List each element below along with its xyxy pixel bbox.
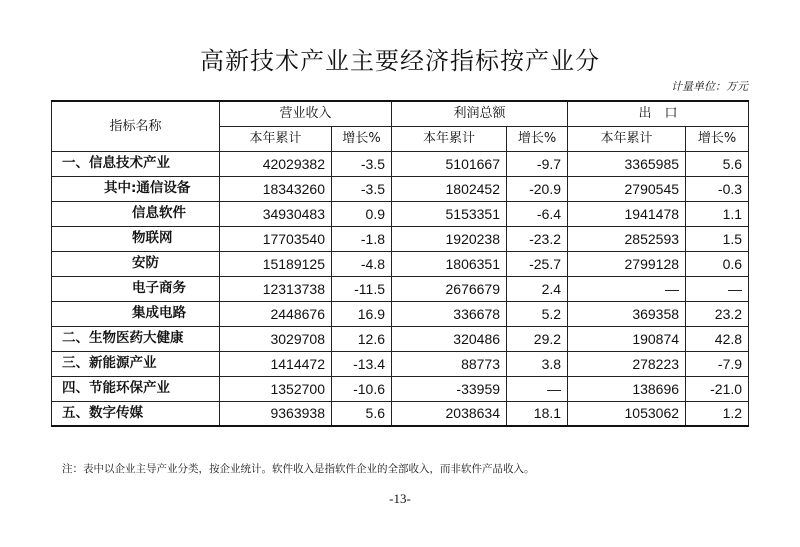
growth-value-cell: 2.4: [507, 276, 568, 301]
cumulative-value-cell: 1920238: [392, 226, 507, 251]
cumulative-value-cell: 1352700: [220, 376, 332, 401]
growth-value-cell: 42.8: [686, 326, 749, 351]
table-row: [52, 376, 749, 401]
cumulative-value-cell: 190874: [568, 326, 686, 351]
cumulative-value-cell: 320486: [392, 326, 507, 351]
growth-value-cell: -3.5: [332, 176, 392, 201]
growth-value-cell: -6.4: [507, 201, 568, 226]
growth-value-cell: -1.8: [332, 226, 392, 251]
growth-value-cell: 23.2: [686, 301, 749, 326]
table-row: [52, 351, 749, 376]
growth-value-cell: -3.5: [332, 151, 392, 176]
growth-value-cell: 1.2: [686, 401, 749, 426]
indicator-name-cell: 二、生物医药大健康: [52, 326, 220, 351]
growth-value-cell: 1.1: [686, 201, 749, 226]
cumulative-value-cell: 2799128: [568, 251, 686, 276]
indicator-name-cell: 电子商务: [52, 276, 220, 301]
growth-value-cell: 5.6: [332, 401, 392, 426]
table-row: [52, 301, 749, 326]
cumulative-value-cell: 2790545: [568, 176, 686, 201]
growth-value-cell: -21.0: [686, 376, 749, 401]
indicator-name-cell: 集成电路: [52, 301, 220, 326]
cumulative-value-cell: 1802452: [392, 176, 507, 201]
growth-value-cell: 18.1: [507, 401, 568, 426]
cumulative-value-cell: 9363938: [220, 401, 332, 426]
group-header-revenue: 营业收入: [220, 101, 392, 126]
table-row: [52, 401, 749, 426]
growth-value-cell: -4.8: [332, 251, 392, 276]
group-header-export: 出 口: [568, 101, 749, 126]
indicator-name-cell: 三、新能源产业: [52, 351, 220, 376]
table-row: [52, 276, 749, 301]
subheader-cell: 增长%: [686, 126, 749, 151]
growth-value-cell: -23.2: [507, 226, 568, 251]
cumulative-value-cell: 336678: [392, 301, 507, 326]
cumulative-value-cell: 2676679: [392, 276, 507, 301]
table-row: [52, 151, 749, 176]
cumulative-value-cell: 369358: [568, 301, 686, 326]
table-row: [52, 326, 749, 351]
page-title: 高新技术产业主要经济指标按产业分: [200, 47, 600, 75]
unit-label: 计量单位：万元: [671, 80, 748, 93]
growth-value-cell: 3.8: [507, 351, 568, 376]
growth-value-cell: -20.9: [507, 176, 568, 201]
cumulative-value-cell: 1806351: [392, 251, 507, 276]
growth-value-cell: 1.5: [686, 226, 749, 251]
cumulative-value-cell: 138696: [568, 376, 686, 401]
cumulative-value-cell: 34930483: [220, 201, 332, 226]
growth-value-cell: 12.6: [332, 326, 392, 351]
cumulative-value-cell: 278223: [568, 351, 686, 376]
table-row: [52, 226, 749, 251]
indicator-name-cell: 四、节能环保产业: [52, 376, 220, 401]
cumulative-value-cell: 42029382: [220, 151, 332, 176]
cumulative-value-cell: 1053062: [568, 401, 686, 426]
indicator-name-cell: 其中:通信设备: [52, 176, 220, 201]
growth-value-cell: 5.2: [507, 301, 568, 326]
cumulative-value-cell: -33959: [392, 376, 507, 401]
page-number: -13-: [389, 491, 411, 506]
growth-value-cell: 0.9: [332, 201, 392, 226]
cumulative-value-cell: 18343260: [220, 176, 332, 201]
group-header-profit: 利润总额: [392, 101, 568, 126]
indicator-table: [51, 100, 749, 427]
subheader-cell: 增长%: [507, 126, 568, 151]
growth-value-cell: —: [507, 376, 568, 401]
subheader-cell: 本年累计: [568, 126, 686, 151]
indicator-name-cell: 信息软件: [52, 201, 220, 226]
cumulative-value-cell: 2038634: [392, 401, 507, 426]
subheader-cell: 本年累计: [392, 126, 507, 151]
growth-value-cell: 0.6: [686, 251, 749, 276]
cumulative-value-cell: 1414472: [220, 351, 332, 376]
indicator-name-cell: 安防: [52, 251, 220, 276]
growth-value-cell: -10.6: [332, 376, 392, 401]
growth-value-cell: 29.2: [507, 326, 568, 351]
growth-value-cell: —: [686, 276, 749, 301]
cumulative-value-cell: 88773: [392, 351, 507, 376]
cumulative-value-cell: —: [568, 276, 686, 301]
growth-value-cell: -25.7: [507, 251, 568, 276]
indicator-name-cell: 一、信息技术产业: [52, 151, 220, 176]
row-header-cell: 指标名称: [52, 101, 220, 151]
growth-value-cell: -7.9: [686, 351, 749, 376]
indicator-name-cell: 物联网: [52, 226, 220, 251]
table-row: [52, 251, 749, 276]
cumulative-value-cell: 12313738: [220, 276, 332, 301]
cumulative-value-cell: 17703540: [220, 226, 332, 251]
cumulative-value-cell: 3365985: [568, 151, 686, 176]
cumulative-value-cell: 5101667: [392, 151, 507, 176]
cumulative-value-cell: 2448676: [220, 301, 332, 326]
cumulative-value-cell: 3029708: [220, 326, 332, 351]
growth-value-cell: 16.9: [332, 301, 392, 326]
indicator-name-cell: 五、数字传媒: [52, 401, 220, 426]
growth-value-cell: 5.6: [686, 151, 749, 176]
growth-value-cell: -11.5: [332, 276, 392, 301]
cumulative-value-cell: 15189125: [220, 251, 332, 276]
growth-value-cell: -0.3: [686, 176, 749, 201]
subheader-cell: 本年累计: [220, 126, 332, 151]
cumulative-value-cell: 1941478: [568, 201, 686, 226]
subheader-cell: 增长%: [332, 126, 392, 151]
table-row: [52, 176, 749, 201]
cumulative-value-cell: 2852593: [568, 226, 686, 251]
cumulative-value-cell: 5153351: [392, 201, 507, 226]
header-row-groups: [52, 101, 749, 126]
footnote: 注：表中以企业主导产业分类，按企业统计。软件收入是指软件企业的全部收入，而非软件产品收入。: [62, 463, 535, 475]
table-row: [52, 201, 749, 226]
growth-value-cell: -9.7: [507, 151, 568, 176]
growth-value-cell: -13.4: [332, 351, 392, 376]
